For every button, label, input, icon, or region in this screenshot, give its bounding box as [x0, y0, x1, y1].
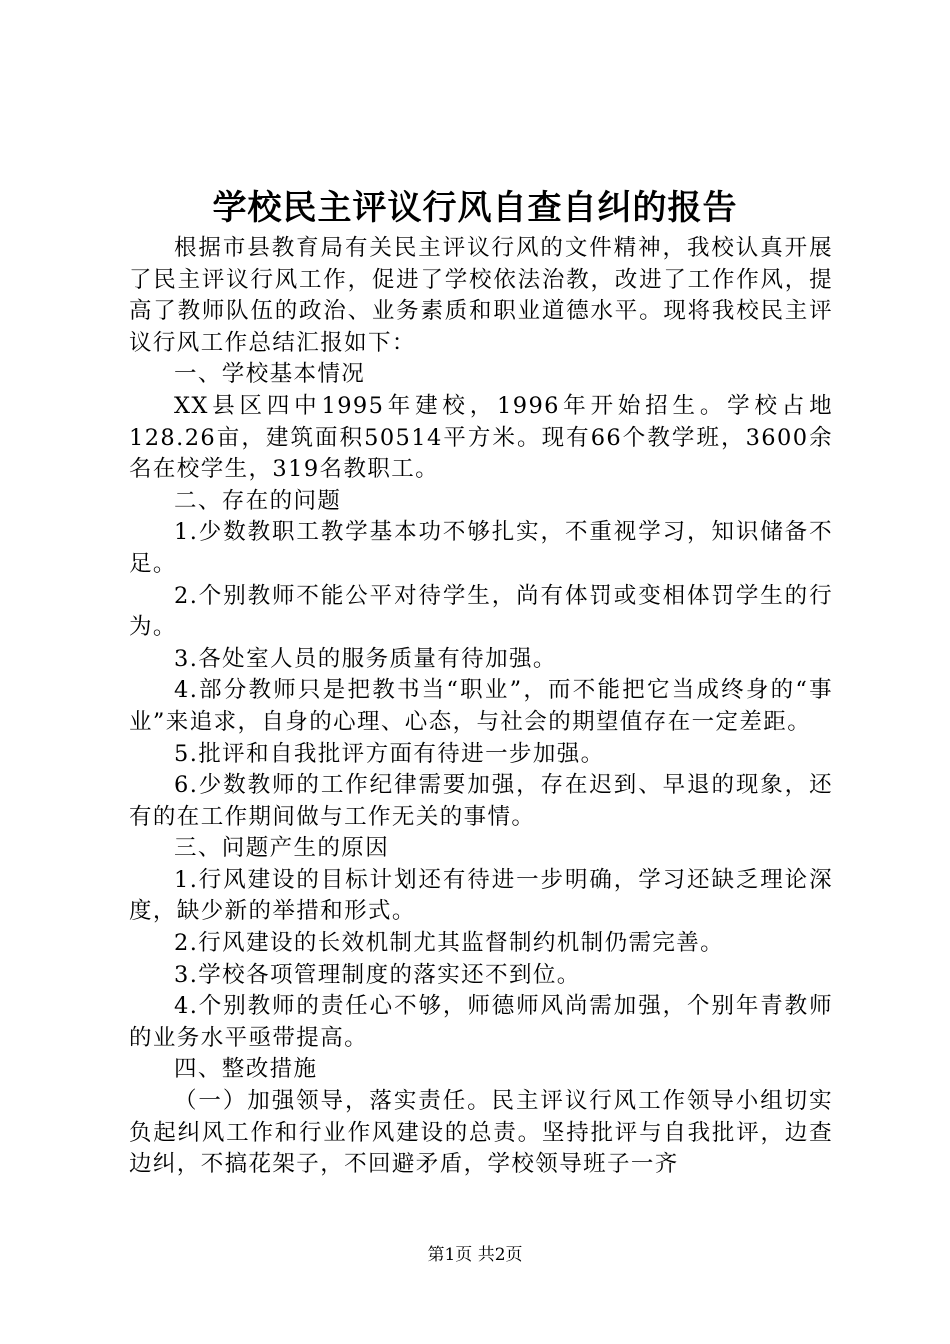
- section-heading-3: 三、问题产生的原因: [174, 835, 390, 862]
- measure-item-1: （一）加强领导，落实责任。民主评议行风工作领导小组切实负起纠风工作和行业作风建设的总责。坚持批评与自我批评，边查边纠，不搞花架子，不回避矛盾，学校领导班子一齐: [129, 1088, 833, 1178]
- section-heading-1: 一、学校基本情况: [174, 361, 366, 388]
- cause-item-1: 1.行风建设的目标计划还有待进一步明确，学习还缺乏理论深度，缺少新的举措和形式。: [129, 866, 833, 925]
- problem-item-3: 3.各处室人员的服务质量有待加强。: [174, 645, 557, 672]
- cause-item-3: 3.学校各项管理制度的落实还不到位。: [174, 961, 581, 988]
- page-footer: 第1页 共2页: [427, 1245, 523, 1265]
- problem-item-2: 2.个别教师不能公平对待学生，尚有体罚或变相体罚学生的行为。: [129, 582, 833, 641]
- problem-item-6: 6.少数教师的工作纪律需要加强，存在迟到、早退的现象，还有的在工作期间做与工作无关的事情。: [129, 772, 833, 830]
- problem-item-1: 1.少数教职工教学基本功不够扎实，不重视学习，知识储备不足。: [129, 519, 833, 577]
- paragraph-basic-info: XX县区四中1995年建校，1996年开始招生。学校占地128.26亩，建筑面积50514平方米。现有66个教学班，3600余名在校学生，319名教职工。: [129, 392, 833, 483]
- paragraph-intro: 根据市县教育局有关民主评议行风的文件精神，我校认真开展了民主评议行风工作，促进了学校依法治教，改进了工作作风，提高了教师队伍的政治、业务素质和职业道德水平。现将我校民主评议行风工作总结汇报如下：: [129, 235, 833, 356]
- section-heading-2: 二、存在的问题: [174, 487, 342, 514]
- section-heading-4: 四、整改措施: [174, 1056, 318, 1083]
- document-body: [129, 233, 833, 1181]
- cause-item-4: 4.个别教师的责任心不够，师德师风尚需加强，个别年青教师的业务水平亟带提高。: [129, 993, 833, 1051]
- cause-item-2: 2.行风建设的长效机制尤其监督制约机制仍需完善。: [174, 930, 725, 957]
- problem-item-5: 5.批评和自我批评方面有待进一步加强。: [174, 740, 605, 767]
- document-title: 学校民主评议行风自查自纠的报告: [212, 188, 738, 228]
- problem-item-4: 4.部分教师只是把教书当“职业”，而不能把它当成终身的“事业”来追求，自身的心理、心态，与社会的期望值存在一定差距。: [129, 677, 833, 735]
